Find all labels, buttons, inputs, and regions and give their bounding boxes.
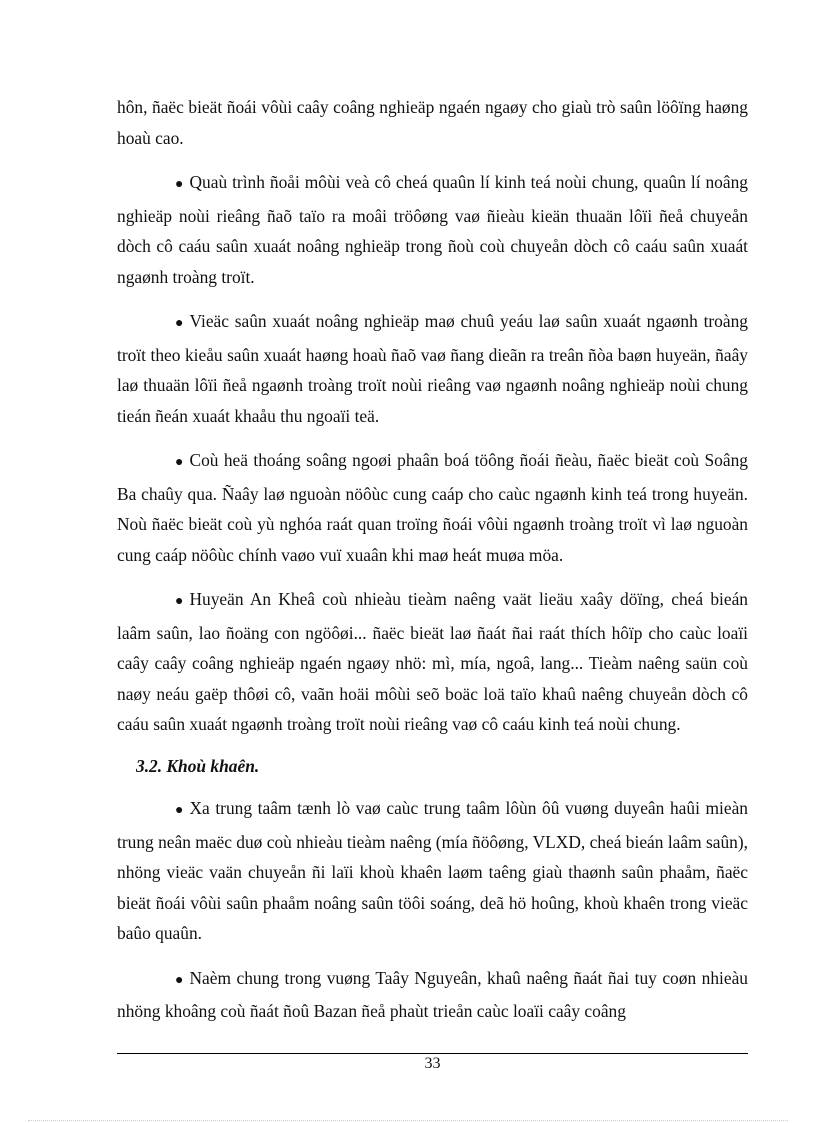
bullet-text: Xa trung taâm tænh lò vaø caùc trung taâm lôùn ôû vuøng duyeân haûi mieàn trung neân maëc duø coù nhieàu tieàm naêng (mía ñöôøng, VLXD, cheá bieán laâm saûn), nhöng vieäc vaän chuyeån ñi laïi khoù khaên laøm taêng giaù thaønh saûn phaåm, ñaëc bieät ñoái vôùi saûn phaåm noâng saûn töôi soáng, deã hö hoûng, khoù khaên trong vieäc baûo quaûn.	[117, 798, 748, 943]
bullet-text: Vieäc saûn xuaát noâng nghieäp maø chuû yeáu laø saûn xuaát ngaønh troàng troït theo kieåu saûn xuaát haøng hoaù ñaõ vaø ñang dieãn ra treân ñòa baøn huyeän, ñaây laø thuaän lôïi ñeå ngaønh troàng troït noùi rieâng vaø ngaønh noâng nghieäp noùi chung tieán ñeán xuaát khaåu thu ngoaïi teä.	[117, 311, 748, 426]
bullet-icon: ●	[175, 803, 184, 818]
bullet-text: Coù heä thoáng soâng ngoøi phaân boá töông ñoái ñeàu, ñaëc bieät coù Soâng Ba chaûy qua. Ñaây laø nguoàn nöôùc cung caáp cho caùc ngaønh kinh teá trong huyeän. Noù ñaëc bieät coù yù nghóa raát quan troïng ñoái vôùi ngaønh troàng troït vì laø nguoàn cung caáp nöôùc chính vaøo vuï xuaân khi maø heát muøa möa.	[117, 450, 748, 565]
bullet-paragraph	[117, 445, 748, 570]
page-edge-border	[28, 1120, 788, 1121]
bullet-icon: ●	[175, 177, 184, 192]
page-number: 33	[424, 1055, 441, 1072]
bullet-text: Huyeän An Kheâ coù nhieàu tieàm naêng vaät lieäu xaây döïng, cheá bieán laâm saûn, lao ñoäng con ngöôøi... ñaëc bieät laø ñaát ñai raát thích hôïp cho caùc loaïi caây caây coâng nghieäp ngaén ngaøy nhö: mì, mía, ngoâ, lang... Tieàm naêng saün coù naøy neáu gaëp thôøi cô, vaãn hoäi môùi seõ boäc loä taïo khaû naêng chuyeån dòch cô caáu saûn xuaát ngaønh troàng troït noùi rieâng vaø cô caáu kinh teá noùi chung.	[117, 589, 748, 734]
bullet-icon: ●	[175, 594, 184, 609]
paragraph-continuation: hôn, ñaëc bieät ñoái vôùi caây coâng nghieäp ngaén ngaøy cho giaù trò saûn löôïng haøng hoaù cao.	[117, 97, 748, 148]
bullet-paragraph	[117, 963, 748, 1027]
bullet-icon: ●	[175, 972, 184, 988]
page-body	[117, 92, 748, 1041]
bullet-paragraph	[117, 306, 748, 431]
bullet-text: Quaù trình ñoåi môùi veà cô cheá quaûn lí kinh teá noùi chung, quaûn lí noâng nghieäp noùi rieâng ñaõ taïo ra moâi tröôøng vaø ñieàu kieän thuaän lôïi ñeå chuyeån dòch cô caáu saûn xuaát noâng nghieäp trong ñoù coù chuyeån dòch cô caáu saûn xuaát ngaønh troàng troït.	[117, 172, 748, 287]
bullet-paragraph	[117, 584, 748, 740]
bullet-paragraph	[117, 793, 748, 949]
bullet-text: Naèm chung trong vuøng Taây Nguyeân, khaû naêng ñaát ñai tuy coøn nhieàu nhöng khoâng coù ñaát ñoû Bazan ñeå phaùt trieån caùc loaïi caây coâng	[117, 967, 748, 1021]
bullet-paragraph	[117, 167, 748, 292]
section-heading: 3.2. Khoù khaên.	[136, 755, 260, 776]
bullet-icon: ●	[175, 455, 184, 470]
bullet-icon: ●	[175, 316, 184, 331]
footer-divider	[117, 1053, 748, 1054]
